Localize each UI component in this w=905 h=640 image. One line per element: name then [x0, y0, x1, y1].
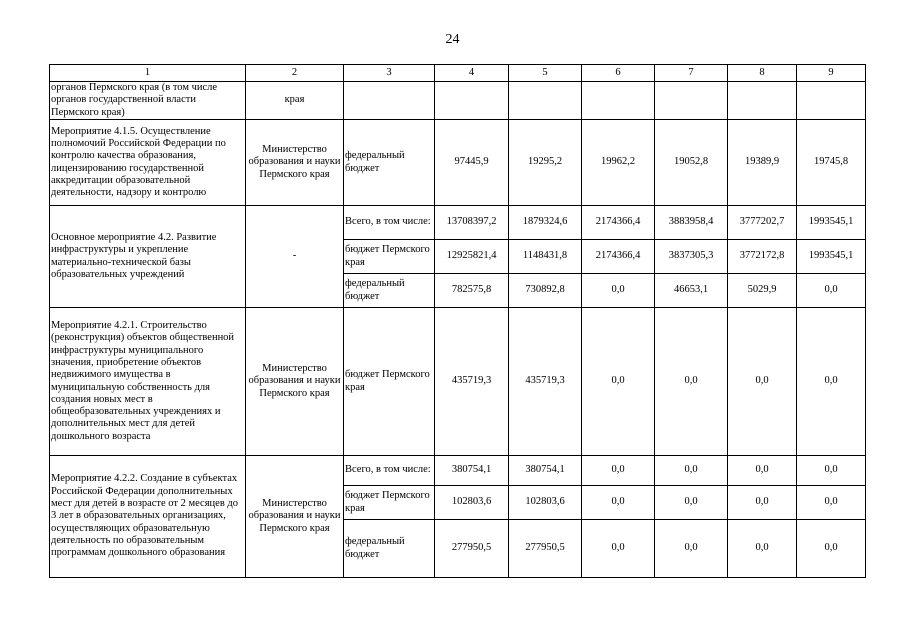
amount-cell: 1148431,8: [509, 240, 582, 274]
responsible-org: -: [246, 206, 344, 308]
amount-cell: 3777202,7: [728, 206, 797, 240]
amount-cell: 102803,6: [435, 486, 509, 520]
amount-cell: 1993545,1: [797, 240, 866, 274]
column-number: 3: [344, 65, 435, 82]
responsible-org: Министерство образования и науки Пермского края: [246, 456, 344, 578]
amount-cell: 19962,2: [582, 120, 655, 206]
column-number: 5: [509, 65, 582, 82]
amount-cell: 0,0: [582, 308, 655, 456]
amount-cell: 19052,8: [655, 120, 728, 206]
amount-cell: 0,0: [728, 486, 797, 520]
amount-cell: 1879324,6: [509, 206, 582, 240]
amount-cell: 782575,8: [435, 274, 509, 308]
activity-name: Мероприятие 4.2.1. Строительство (реконструкция) объектов общественной инфраструктуры муниципального значения, приобретение объектов недвижимого имущества в муниципальную собственность для создания новых мест в общеобразовательных учреждениях и дополнительных мест для детей дошкольного возраста: [50, 308, 246, 456]
funding-source: бюджет Пермского края: [344, 240, 435, 274]
program-table: [49, 64, 866, 578]
column-number: 4: [435, 65, 509, 82]
amount-cell: 46653,1: [655, 274, 728, 308]
amount-cell: 2174366,4: [582, 240, 655, 274]
amount-cell: 277950,5: [509, 520, 582, 578]
amount-cell: 380754,1: [509, 456, 582, 486]
amount-cell: 0,0: [728, 456, 797, 486]
amount-cell: 277950,5: [435, 520, 509, 578]
table-row: [50, 308, 866, 456]
responsible-org: Министерство образования и науки Пермского края: [246, 120, 344, 206]
amount-cell: 12925821,4: [435, 240, 509, 274]
amount-cell: 19745,8: [797, 120, 866, 206]
amount-cell: 0,0: [797, 274, 866, 308]
column-number: 2: [246, 65, 344, 82]
amount-cell: 0,0: [655, 520, 728, 578]
amount-cell: 5029,9: [728, 274, 797, 308]
amount-cell: 0,0: [582, 486, 655, 520]
funding-source: Всего, в том числе:: [344, 206, 435, 240]
responsible-org: Министерство образования и науки Пермского края: [246, 308, 344, 456]
column-number: 8: [728, 65, 797, 82]
funding-source: бюджет Пермского края: [344, 486, 435, 520]
amount-cell: 2174366,4: [582, 206, 655, 240]
amount-cell: 19389,9: [728, 120, 797, 206]
amount-cell: 97445,9: [435, 120, 509, 206]
header-row: [50, 65, 866, 82]
amount-cell: 0,0: [797, 520, 866, 578]
table-row: [50, 120, 866, 206]
column-number: 7: [655, 65, 728, 82]
activity-name: Мероприятие 4.2.2. Создание в субъектах Российской Федерации дополнительных мест для детей в возрасте от 2 месяцев до 3 лет в образовательных организациях, осуществляющих образовательную деятельность по образовательным программам дошкольного образования: [50, 456, 246, 578]
amount-cell: 435719,3: [435, 308, 509, 456]
amount-cell: 0,0: [797, 486, 866, 520]
amount-cell: 0,0: [728, 520, 797, 578]
amount-cell: 0,0: [728, 308, 797, 456]
activity-name: Мероприятие 4.1.5. Осуществление полномочий Российской Федерации по контролю качества образования, лицензированию государственной аккредитации образовательной деятельности, надзору и контролю: [50, 120, 246, 206]
amount-cell: 13708397,2: [435, 206, 509, 240]
amount-cell: 102803,6: [509, 486, 582, 520]
activity-name: органов Пермского края (в том числе органов государственной власти Пермского края): [50, 82, 246, 120]
amount-cell: 0,0: [582, 274, 655, 308]
amount-cell: 19295,2: [509, 120, 582, 206]
funding-source: бюджет Пермского края: [344, 308, 435, 456]
amount-cell: 0,0: [797, 308, 866, 456]
table-row: [50, 456, 866, 486]
page-number: 24: [445, 32, 460, 47]
responsible-org: края: [246, 82, 344, 120]
amount-cell: 0,0: [655, 486, 728, 520]
column-number: 6: [582, 65, 655, 82]
amount-cell: 3837305,3: [655, 240, 728, 274]
amount-cell: 380754,1: [435, 456, 509, 486]
amount-cell: 0,0: [797, 456, 866, 486]
funding-source: федеральный бюджет: [344, 520, 435, 578]
amount-cell: 0,0: [582, 456, 655, 486]
column-number: 9: [797, 65, 866, 82]
funding-source: федеральный бюджет: [344, 274, 435, 308]
funding-source: федеральный бюджет: [344, 120, 435, 206]
amount-cell: 3772172,8: [728, 240, 797, 274]
column-number: 1: [50, 65, 246, 82]
amount-cell: 3883958,4: [655, 206, 728, 240]
table-row: [50, 206, 866, 240]
amount-cell: 0,0: [582, 520, 655, 578]
amount-cell: 0,0: [655, 456, 728, 486]
table-row: [50, 82, 866, 120]
funding-source: Всего, в том числе:: [344, 456, 435, 486]
amount-cell: 0,0: [655, 308, 728, 456]
amount-cell: 1993545,1: [797, 206, 866, 240]
amount-cell: 730892,8: [509, 274, 582, 308]
activity-name: Основное мероприятие 4.2. Развитие инфраструктуры и укрепление материально-технической базы образовательных учреждений: [50, 206, 246, 308]
amount-cell: 435719,3: [509, 308, 582, 456]
